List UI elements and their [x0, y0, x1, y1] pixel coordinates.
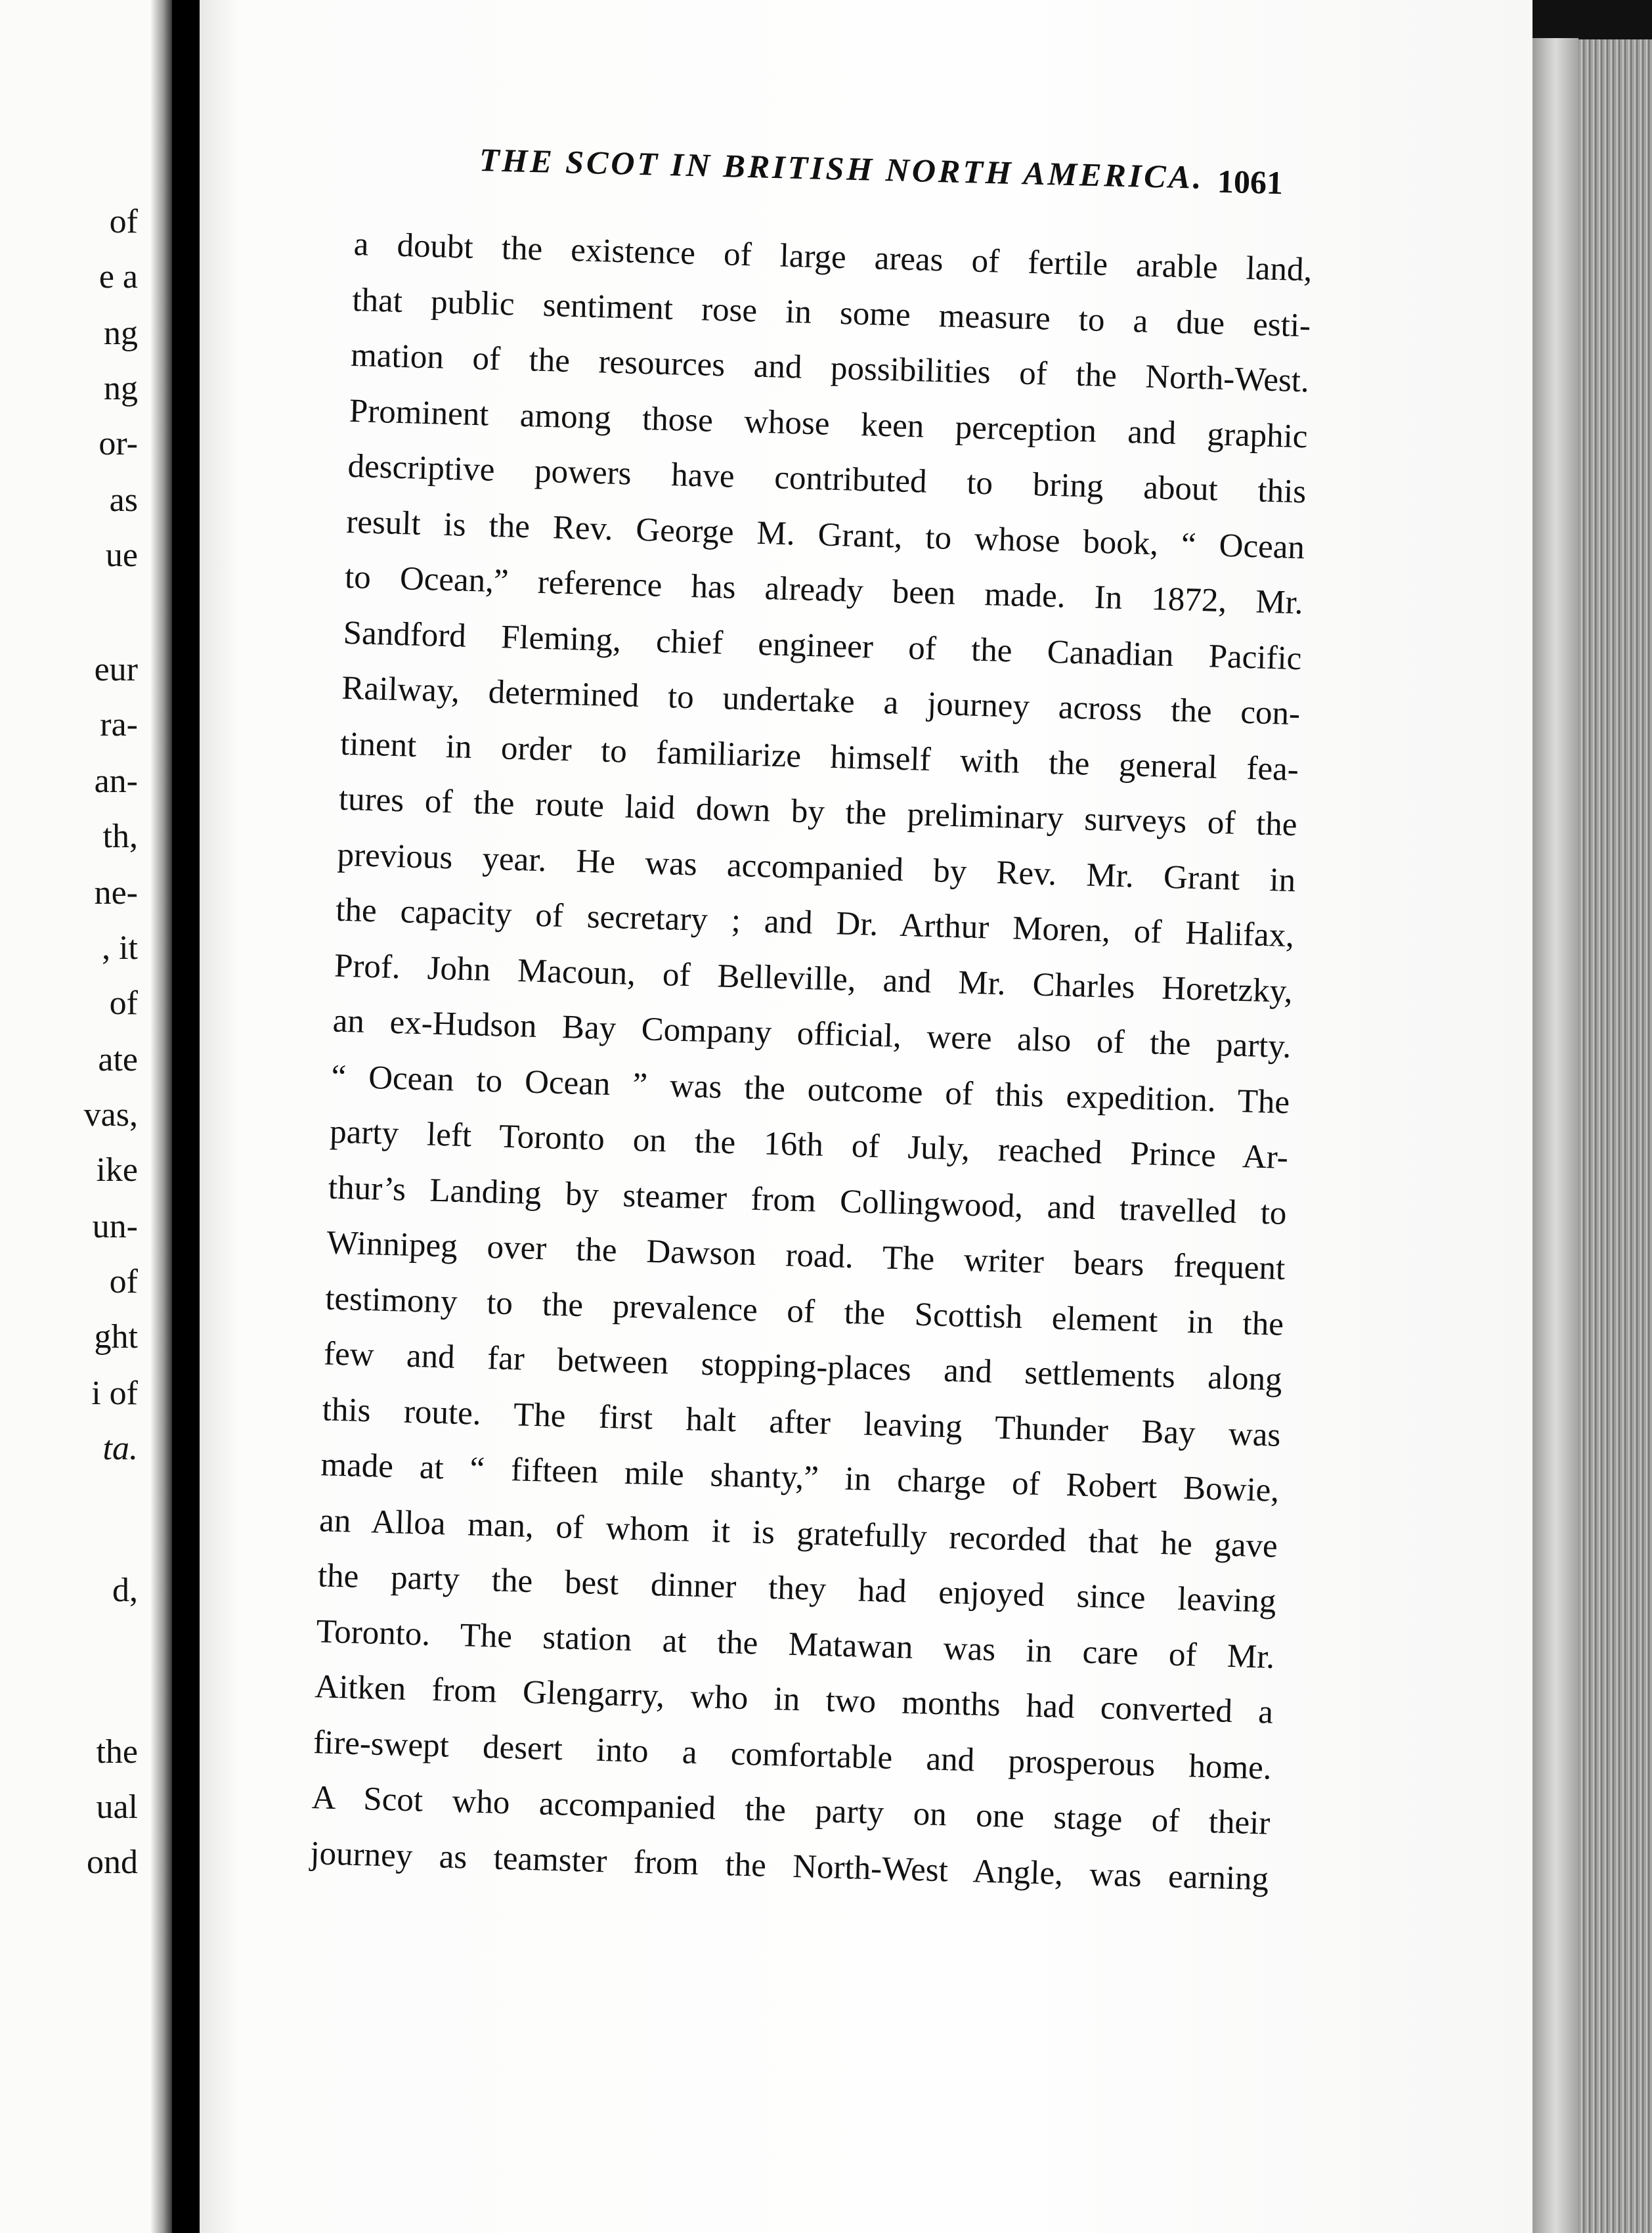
left-line: d, — [112, 1572, 138, 1609]
text-line: the party the best dinner they had enjoyed since leaving — [317, 1557, 1277, 1620]
left-line: i of — [91, 1375, 138, 1412]
text-line: “ Ocean to Ocean ” was the outcome of this expedition. The — [330, 1058, 1290, 1121]
left-line: of — [109, 1263, 138, 1300]
text-line: an Alloa man, of whom it is gratefully recorded that he gave — [318, 1501, 1278, 1565]
text-line: tures of the route laid down by the preliminary surveys of the — [338, 780, 1298, 844]
left-line: eur — [94, 651, 138, 688]
book-binding — [172, 0, 200, 2233]
book-page — [200, 0, 1532, 2233]
text-line: Aitken from Glengarry, who in two months had converted a — [314, 1668, 1274, 1731]
text-line: previous year. He was accompanied by Rev. Mr. Grant in — [336, 836, 1296, 899]
text-line: that public sentiment rose in some measure to a due esti- — [351, 281, 1311, 344]
left-line: ng — [104, 315, 138, 352]
left-line: of — [109, 203, 138, 240]
left-line: ne- — [94, 874, 138, 912]
text-line: Toronto. The station at the Matawan was in care of Mr. — [315, 1612, 1275, 1676]
text-line: the capacity of secretary ; and Dr. Arthur Moren, of Halifax, — [335, 891, 1295, 955]
left-line: the — [96, 1733, 138, 1771]
text-line: an ex-Hudson Bay Company official, were also of the party. — [332, 1002, 1292, 1066]
left-line: as — [109, 481, 138, 519]
text-line: Railway, determined to undertake a journey across the con- — [341, 669, 1301, 733]
text-line: Prof. John Macoun, of Belleville, and Mr. Charles Horetzky, — [334, 947, 1293, 1010]
left-line: of — [109, 984, 138, 1022]
text-line: Sandford Fleming, chief engineer of the Canadian Pacific — [343, 614, 1303, 677]
left-line: ra- — [100, 706, 138, 743]
text-line: descriptive powers have contributed to bring about this — [347, 447, 1307, 511]
left-line: ike — [96, 1151, 138, 1189]
text-line: journey as teamster from the North-West Angle, was earning — [309, 1834, 1269, 1898]
left-line: ual — [96, 1788, 138, 1826]
running-head: THE SCOT IN BRITISH NORTH AMERICA. — [479, 141, 1205, 196]
left-line: ond — [87, 1844, 138, 1881]
text-line: A Scot who accompanied the party on one stage of their — [311, 1779, 1271, 1842]
left-line: ate — [98, 1041, 138, 1078]
text-line: Prominent among those whose keen perception and graphic — [349, 392, 1309, 455]
text-line: thur’s Landing by steamer from Collingwood, and travelled to — [328, 1168, 1288, 1232]
left-line: ng — [104, 370, 138, 407]
text-line: a doubt the existence of large areas of fertile arable land, — [353, 225, 1313, 289]
text-line: mation of the resources and possibilities of the North-West. — [350, 336, 1310, 400]
left-line: ght — [94, 1318, 138, 1356]
text-line: few and far between stopping-places and settlements along — [323, 1335, 1283, 1398]
left-line: e a — [98, 258, 138, 296]
text-line: made at “ fifteen mile shanty,” in charge of Robert Bowie, — [320, 1446, 1280, 1509]
left-line: ta. — [102, 1430, 138, 1467]
left-line: ue — [105, 537, 138, 574]
page-number: 1061 — [1217, 162, 1284, 202]
left-line: vas, — [83, 1096, 138, 1134]
left-line: un- — [92, 1208, 138, 1245]
page-body-text — [309, 217, 1313, 1907]
text-line: to Ocean,” reference has already been made. In 1872, Mr. — [344, 558, 1304, 622]
previous-page-fragment — [0, 0, 172, 2233]
left-line: , it — [102, 929, 138, 967]
book-page-edge-highlight — [1532, 38, 1578, 2233]
text-line: fire-swept desert into a comfortable and prosperous home. — [313, 1723, 1272, 1787]
left-line: or- — [98, 425, 138, 462]
text-line: Winnipeg over the Dawson road. The writer bears frequent — [326, 1224, 1286, 1287]
text-line: testimony to the prevalence of the Scottish element in the — [324, 1279, 1284, 1343]
left-line: an- — [94, 763, 138, 800]
text-line: this route. The first halt after leaving Thunder Bay was — [322, 1390, 1282, 1454]
left-line: th, — [102, 818, 138, 855]
text-line: party left Toronto on the 16th of July, reached Prince Ar- — [329, 1113, 1289, 1176]
left-page-gutter-shadow — [151, 0, 172, 2233]
text-line: result is the Rev. George M. Grant, to whose book, “ Ocean — [345, 503, 1305, 566]
text-line: tinent in order to familiarize himself with the general fea- — [339, 725, 1299, 788]
